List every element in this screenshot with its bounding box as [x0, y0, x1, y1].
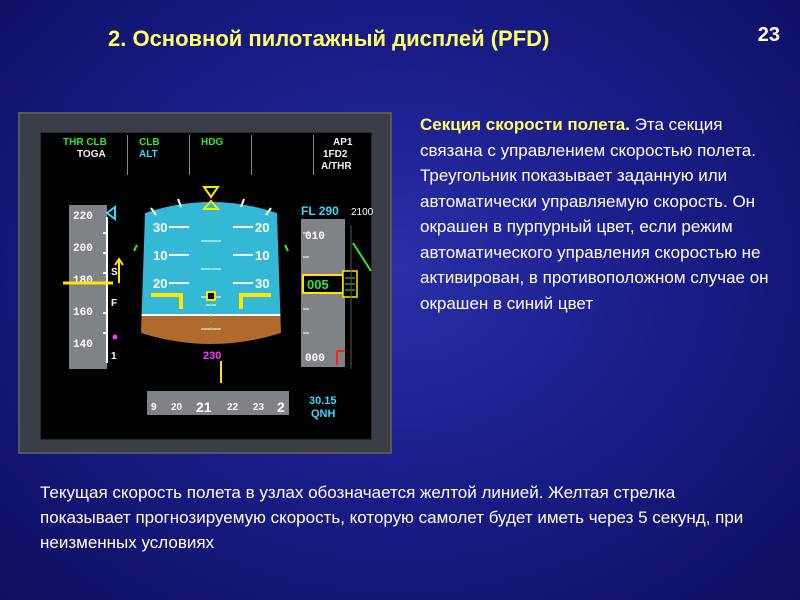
- heading-overlay: [41, 133, 371, 439]
- fma-thrust-armed: TOGA: [77, 149, 106, 160]
- selected-flight-level: FL 290: [301, 204, 339, 218]
- heading-label: 9: [151, 402, 157, 413]
- speed-marker-s: S: [111, 267, 118, 278]
- pitch-label: 10: [255, 248, 270, 263]
- description-heading: Секция скорости полета.: [420, 115, 630, 134]
- speed-tick-label: 200: [73, 243, 93, 255]
- speed-tick-label: 140: [73, 339, 93, 351]
- heading-label: 23: [253, 402, 265, 413]
- heading-label: 21: [196, 399, 212, 415]
- selected-altitude: 2100: [351, 207, 374, 218]
- fma-thrust-mode: THR CLB: [63, 137, 107, 148]
- pitch-label: 20: [153, 276, 168, 291]
- baro-mode: QNH: [311, 408, 336, 420]
- fma-vertical-armed: ALT: [139, 149, 158, 160]
- heading-label: 20: [171, 402, 183, 413]
- current-altitude-value: 005: [307, 277, 329, 292]
- description-block: [420, 112, 770, 316]
- speed-marker-1: 1: [111, 351, 117, 362]
- fma-flight-director: 1FD2: [323, 149, 348, 160]
- heading-label: 2: [277, 399, 285, 415]
- pitch-label: 20: [255, 220, 270, 235]
- pitch-label: 10: [153, 248, 168, 263]
- target-speed-value: 230: [203, 350, 222, 362]
- pitch-label: 30: [255, 276, 270, 291]
- fma-autothrust: A/THR: [321, 161, 352, 172]
- description-body: Эта секция связана с управлением скоростью полета. Треугольник показывает заданную или автоматически управляемую скорость. Он окрашен в пурпурный цвет, если режим автоматического управления скоростью не активирован, в противоположном случае он окрашен в синий цвет: [420, 115, 769, 313]
- pfd-screen: [40, 132, 372, 440]
- altitude-tick-label: 000: [305, 353, 325, 365]
- speed-tick-label: 220: [73, 211, 93, 223]
- fma-autopilot: AP1: [333, 137, 353, 148]
- pfd-bezel: [18, 112, 392, 454]
- heading-label: 22: [227, 402, 239, 413]
- speed-tick-label: 180: [73, 275, 93, 287]
- slide-title: 2. Основной пилотажный дисплей (PFD): [108, 26, 550, 51]
- speed-tick-label: 160: [73, 307, 93, 319]
- speed-marker-f: F: [111, 298, 118, 309]
- fma-vertical-mode: CLB: [139, 137, 160, 148]
- altitude-tick-label: 010: [305, 231, 325, 243]
- pitch-label: 30: [153, 220, 168, 235]
- baro-setting: 30.15: [309, 395, 337, 407]
- footer-text: Текущая скорость полета в узлах обозначается желтой линией. Желтая стрелка показывает прогнозируемую скорость, которую самолет будет иметь через 5 секунд, при неизменных условиях: [40, 483, 744, 552]
- slide-number: 23: [757, 24, 780, 46]
- fma-lateral-mode: HDG: [201, 137, 224, 148]
